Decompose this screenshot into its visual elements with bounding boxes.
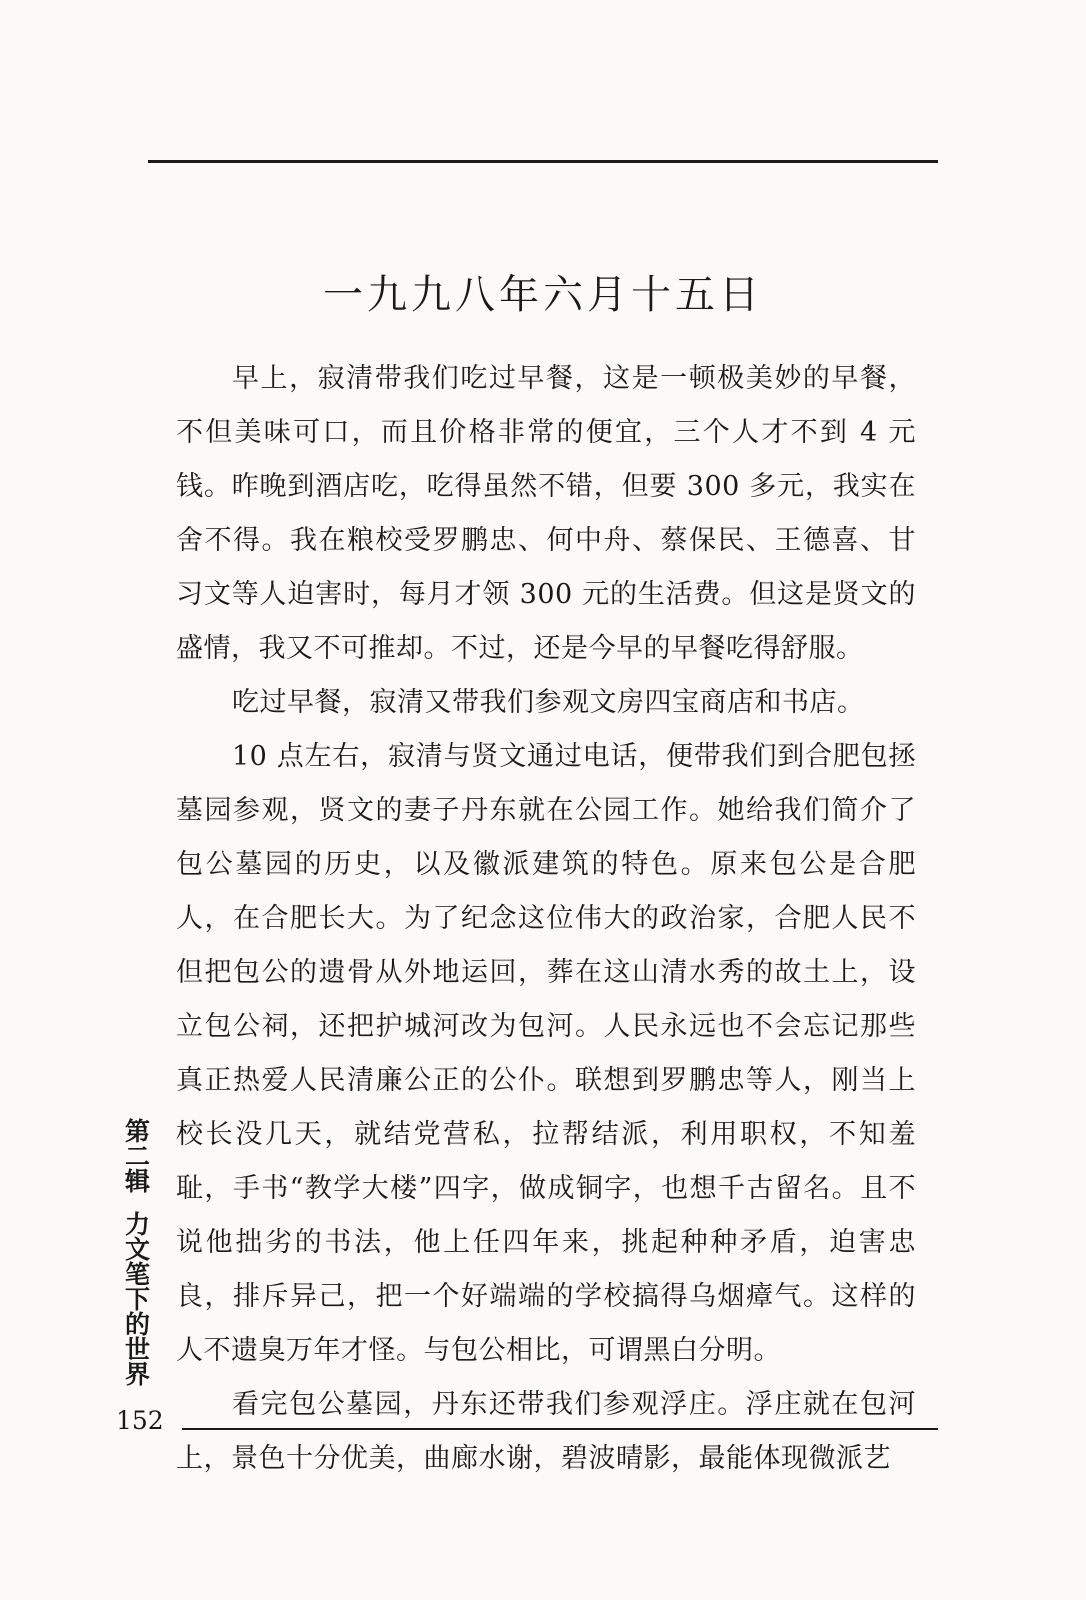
book-title-label: 力文笔下的世界 <box>121 1211 151 1386</box>
header-rule <box>148 160 938 163</box>
paragraph-1: 早上，寂清带我们吃过早餐，这是一顿极美妙的早餐，不但美味可口，而且价格非常的便宜，三个人才不到 4 元钱。昨晚到酒店吃，吃得虽然不错，但要 300 多元，我实在舍不得。我在粮校受罗鹏忠、何中舟、蔡保民、王德喜、甘习文等人迫害时，每月才领 300 元的生活费。但这是贤文的盛情，我又不可推却。不过，还是今早的早餐吃得舒服。 <box>176 363 916 664</box>
footer-rule <box>182 1428 938 1430</box>
body-text <box>176 352 916 1486</box>
section-label: 第二辑 <box>121 1118 151 1193</box>
page-number: 152 <box>116 1406 164 1435</box>
side-running-header <box>118 1118 154 1386</box>
paragraph-4: 看完包公墓园，丹东还带我们参观浮庄。浮庄就在包河上，景色十分优美，曲廊水谢，碧波晴影，最能体现微派艺 <box>176 1389 916 1474</box>
paragraph-3: 10 点左右，寂清与贤文通过电话，便带我们到合肥包拯墓园参观，贤文的妻子丹东就在公园工作。她给我们简介了包公墓园的历史，以及徽派建筑的特色。原来包公是合肥人，在合肥长大。为了纪念这位伟大的政治家，合肥人民不但把包公的遗骨从外地运回，葬在这山清水秀的故土上，设立包公祠，还把护城河改为包河。人民永远也不会忘记那些真正热爱人民清廉公正的公仆。联想到罗鹏忠等人，刚当上校长没几天，就结党营私，拉帮结派，利用职权，不知羞耻，手书“教学大楼”四字，做成铜字，也想千古留名。且不说他拙劣的书法，他上任四年来，挑起种种矛盾，迫害忠良，排斥异己，把一个好端端的学校搞得乌烟瘴气。这样的人不遗臭万年才怪。与包公相比，可谓黑白分明。 <box>176 741 916 1366</box>
chapter-title: 一九九八年六月十五日 <box>323 271 763 318</box>
paragraph-2: 吃过早餐，寂清又带我们参观文房四宝商店和书店。 <box>232 687 865 718</box>
